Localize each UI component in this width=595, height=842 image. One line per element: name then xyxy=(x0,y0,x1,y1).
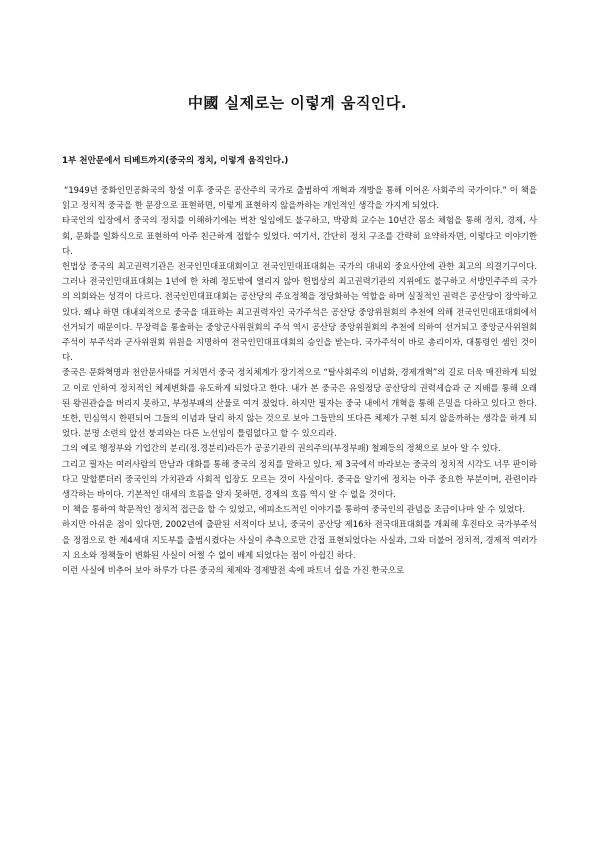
body-paragraph: 하지만 아쉬운 점이 있다면, 2002년에 출판된 서적이다 보니, 중국이 공산당 제16차 전국대표대회를 개최해 후진타오 국가부주석을 정점으로 한 제4세대 지도부를 출범시켰다는 사실이 추측으로만 간접 표현되었다는 사실과, 그와 더불어 정치적, 경제적 여러가지 요소와 정책들이 변화된 사실이 어쩔 수 없이 배제 되었다는 점이 아쉽긴 하다. xyxy=(62,519,537,560)
body-paragraph: 그의 예로 행정부와 기업간의 분리(정.경분리)라든가 공공기관의 권의주의(부정부패) 철폐등의 정책으로 보아 알 수 있다. xyxy=(62,443,501,454)
body-paragraph: 헌법상 중국의 최고권력기관은 전국인민대표대회이고 전국인민대표대회는 국가의 대내외 중요사안에 관한 최고의 의결기구이다. 그러나 전국인민대표대회는 1년에 한 차례 정도밖에 열리지 않아 헌법상의 최고권력기관의 지위에도 불구하고 서방민주주의 국가의 의회와는 성격이 다르다. 전국인민대표대회는 공산당의 주요정책을 정당화하는 역할을 하며 실질적인 권력은 공산당이 장악하고 있다. 왜냐 하면 대내외적으로 중국을 대표하는 최고권력자인 국가주석은 공산당 중앙위원회의 추천에 의해 전국인민대표대회에서 선거되기 때문이다. 무장력을 통솔하는 중앙군사위원회의 주석 역시 공산당 중앙위원회의 추천에 의하여 선거되고 중앙군사위원회 주석이 부주석과 군사위원회 위원을 지명하여 전국인민대표대회의 승인을 받는다. 국가주석이 바로 총리이자, 대통령인 셈인 것이다. xyxy=(62,261,537,363)
body-paragraph: 타국인의 입장에서 중국의 정치를 이해하기에는 벅찬 일임에도 불구하고, 박광희 교수는 10년간 몸소 체험을 통해 정치, 경제, 사회, 문화를 일화식으로 표현하여 아주 친근하게 접할수 있었다. 여기서, 간단히 정치 구조를 간략히 요약하자면, 이렇다고 이야기한다. xyxy=(62,215,537,256)
document-title: 中國 실제로는 이렇게 움직인다. xyxy=(187,94,408,112)
section-heading: 1부 천안문에서 티베트까지(중국의 정치, 이렇게 움직인다.) xyxy=(62,156,289,166)
body-paragraph: 이 책을 통하여 학문적인 정치적 접근을 할 수 있었고, 에피소드적인 이야기를 통하여 중국인의 관념을 조금이나마 알 수 있었다. xyxy=(62,504,526,515)
body-paragraph: 중국은 문화혁명과 천안문사태를 거치면서 중국 정치체계가 장기적으로 “탈사회주의 이념화, 경제개혁”의 길로 더욱 매진하게 되었고 이로 인하여 정치적인 체제변화를 유도하게 되었다고 한다. 내가 본 중국은 유일정당 공산당의 권력세습과 군 지배를 통해 오래된 왕권관습을 버리지 못하고, 부정부패의 산물로 여겨 졌었다. 하지만 필자는 중국 내에서 개혁을 통해 은밀을 다하고 있다고 한다. 또한, 민심역시 한편되어 그들의 이념과 달리 하지 않는 것으로 보아 그들만의 또다른 체제가 구현 되지 않을까하는 생각을 하게 되었다. 분명 소련의 앞선 붕괴와는 다른 노선임이 틀림없다고 할 수 있으리라. xyxy=(62,367,537,439)
document-body xyxy=(62,183,537,578)
body-paragraph: 이런 사실에 비추어 보아 하루가 다른 중국의 체제와 경제발전 속에 파트너 쉽을 가진 한국으로 xyxy=(62,565,405,576)
body-paragraph: “1949년 중화인민공화국의 창설 이후 중국은 공산주의 국가로 출범하여 개혁과 개방을 통해 이어온 사회주의 국가이다.” 이 책을 읽고 정치적 중국을 한 문장으로 표현하면, 이렇게 표현하지 않을까하는 개인적인 생각을 가지게 되었다. xyxy=(62,185,537,211)
body-paragraph: 그리고 필자는 여러사람의 만남과 대화를 통해 중국의 정치를 말하고 있다. 제 3국에서 바라보는 중국의 정치적 시각도 너무 판이하다고 말할뿐더러 중국인의 가치관과 사회적 입장도 모르는 것이 사실이다. 중국을 알기에 정치는 아주 중요한 부분이며, 관련이라 생각하는 바이다. 기본적인 대세의 흐름을 알지 못하면, 경제의 흐름 역시 알 수 없을 것이다. xyxy=(62,458,537,500)
